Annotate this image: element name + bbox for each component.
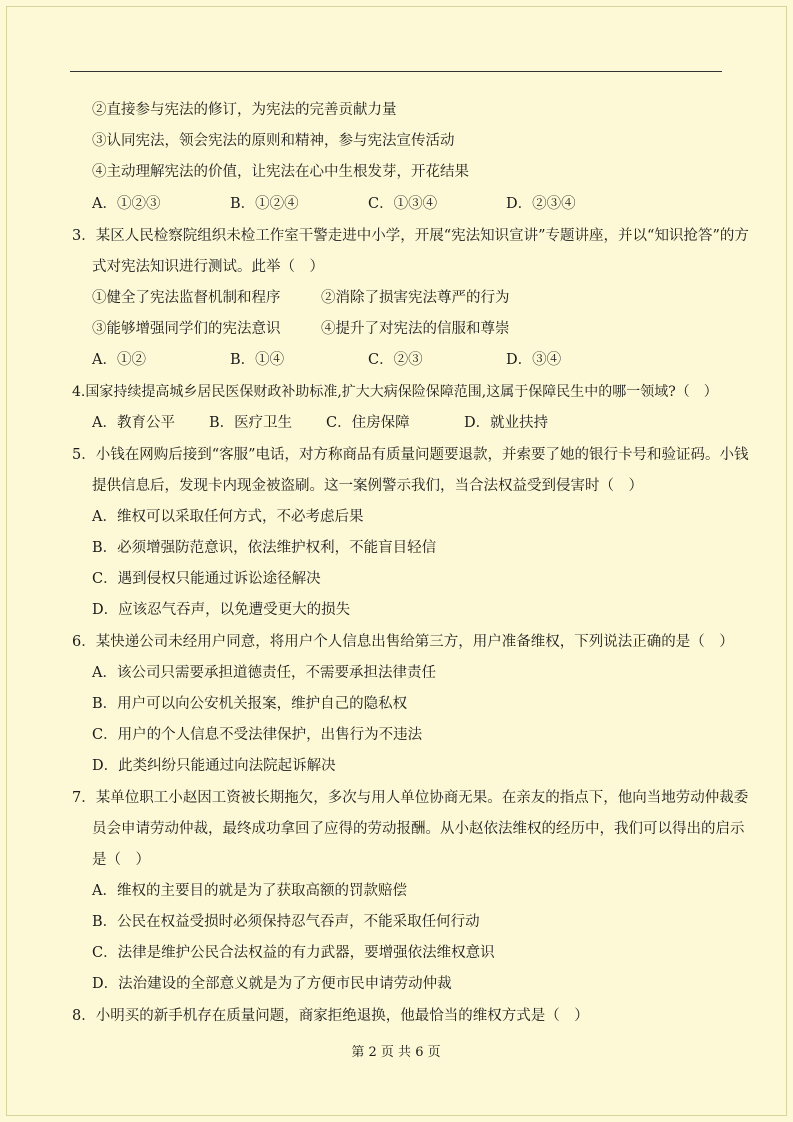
- q6-option-c: C．用户的个人信息不受法律保护，出售行为不违法: [92, 727, 423, 743]
- q5-option-c: C．遇到侵权只能通过诉讼途径解决: [92, 571, 321, 587]
- q5-option-b: B．必须增强防范意识，依法维护权利，不能盲目轻信: [92, 540, 437, 556]
- q4-option-b: B．医疗卫生: [209, 415, 293, 431]
- q3-option-c: C．②③: [368, 352, 423, 368]
- q3-option-a: A．①②: [92, 352, 146, 368]
- q7-option-d: D．法治建设的全部意义就是为了方便市民申请劳动仲裁: [92, 976, 452, 992]
- q7-stem-line3: 是（ ）: [92, 852, 150, 868]
- q3-statement-1: ①健全了宪法监督机制和程序: [92, 290, 281, 306]
- q5-stem-line1: 5．小钱在网购后接到“客服”电话，对方称商品有质量问题要退款，并索要了她的银行卡号和验证码。小钱: [72, 447, 749, 463]
- q2-statement-3: ③认同宪法，领会宪法的原则和精神，参与宪法宣传活动: [92, 133, 455, 149]
- q5-option-a: A．维权可以采取任何方式，不必考虑后果: [92, 509, 364, 525]
- q5-stem-line2: 提供信息后，发现卡内现金被盗刷。这一案例警示我们，当合法权益受到侵害时（ ）: [92, 478, 643, 494]
- q6-stem: 6．某快递公司未经用户同意，将用户个人信息出售给第三方，用户准备维权，下列说法正确的是（ ）: [72, 634, 734, 650]
- q6-option-d: D．此类纠纷只能通过向法院起诉解决: [92, 758, 336, 774]
- header-rule: [70, 71, 722, 72]
- q2-option-c: C．①③④: [368, 196, 438, 212]
- q3-stem-line2: 式对宪法知识进行测试。此举（ ）: [92, 259, 324, 275]
- q7-option-c: C．法律是维护公民合法权益的有力武器，要增强依法维权意识: [92, 945, 495, 961]
- q3-stem-line1: 3．某区人民检察院组织未检工作室干警走进中小学，开展“宪法知识宣讲”专题讲座，并以“知识抢答”的方: [72, 228, 749, 244]
- q3-statement-4: ④提升了对宪法的信服和尊崇: [321, 321, 510, 337]
- q3-statements-row2: [92, 319, 550, 339]
- document-page: [70, 0, 749, 1122]
- q7-option-a: A．维权的主要目的就是为了获取高额的罚款赔偿: [92, 883, 407, 899]
- q4-options: [92, 413, 548, 433]
- q5-option-d: D．应该忍气吞声，以免遭受更大的损失: [92, 602, 351, 618]
- q3-options: [92, 350, 561, 370]
- q3-statement-3: ③能够增强同学们的宪法意识: [92, 321, 281, 337]
- page-number: 第 2 页 共 6 页: [351, 1045, 441, 1060]
- q2-option-a: A．①②③: [92, 196, 161, 212]
- q4-option-c: C．住房保障: [326, 415, 410, 431]
- q3-option-b: B．①④: [230, 352, 285, 368]
- q6-option-b: B．用户可以向公安机关报案，维护自己的隐私权: [92, 696, 408, 712]
- q3-statements-row1: [92, 288, 550, 308]
- q6-option-a: A．该公司只需要承担道德责任，不需要承担法律责任: [92, 665, 436, 681]
- q4-option-d: D．就业扶持: [464, 415, 549, 431]
- q2-statement-4: ④主动理解宪法的价值，让宪法在心中生根发芽，开花结果: [92, 164, 469, 180]
- q2-statement-2: ②直接参与宪法的修订，为宪法的完善贡献力量: [92, 102, 397, 118]
- q8-stem: 8．小明买的新手机存在质量问题，商家拒绝退换，他最恰当的维权方式是（ ）: [72, 1008, 589, 1024]
- q4-stem: 4.国家持续提高城乡居民医保财政补助标准,扩大大病保险保障范围,这属于保障民生中的哪一领域?（ ）: [72, 384, 718, 400]
- q2-option-d: D．②③④: [506, 196, 576, 212]
- q7-option-b: B．公民在权益受损时必须保持忍气吞声，不能采取任何行动: [92, 914, 480, 930]
- q3-statement-2: ②消除了损害宪法尊严的行为: [321, 290, 510, 306]
- q2-option-b: B．①②④: [230, 196, 299, 212]
- q2-options: [92, 194, 576, 214]
- q4-option-a: A．教育公平: [92, 415, 175, 431]
- q3-option-d: D．③④: [506, 352, 562, 368]
- q7-stem-line1: 7．某单位职工小赵因工资被长期拖欠，多次与用人单位协商无果。在亲友的指点下，他向当地劳动仲裁委: [72, 790, 749, 806]
- q7-stem-line2: 员会申请劳动仲裁，最终成功拿回了应得的劳动报酬。从小赵依法维权的经历中，我们可以得出的启示: [92, 821, 745, 837]
